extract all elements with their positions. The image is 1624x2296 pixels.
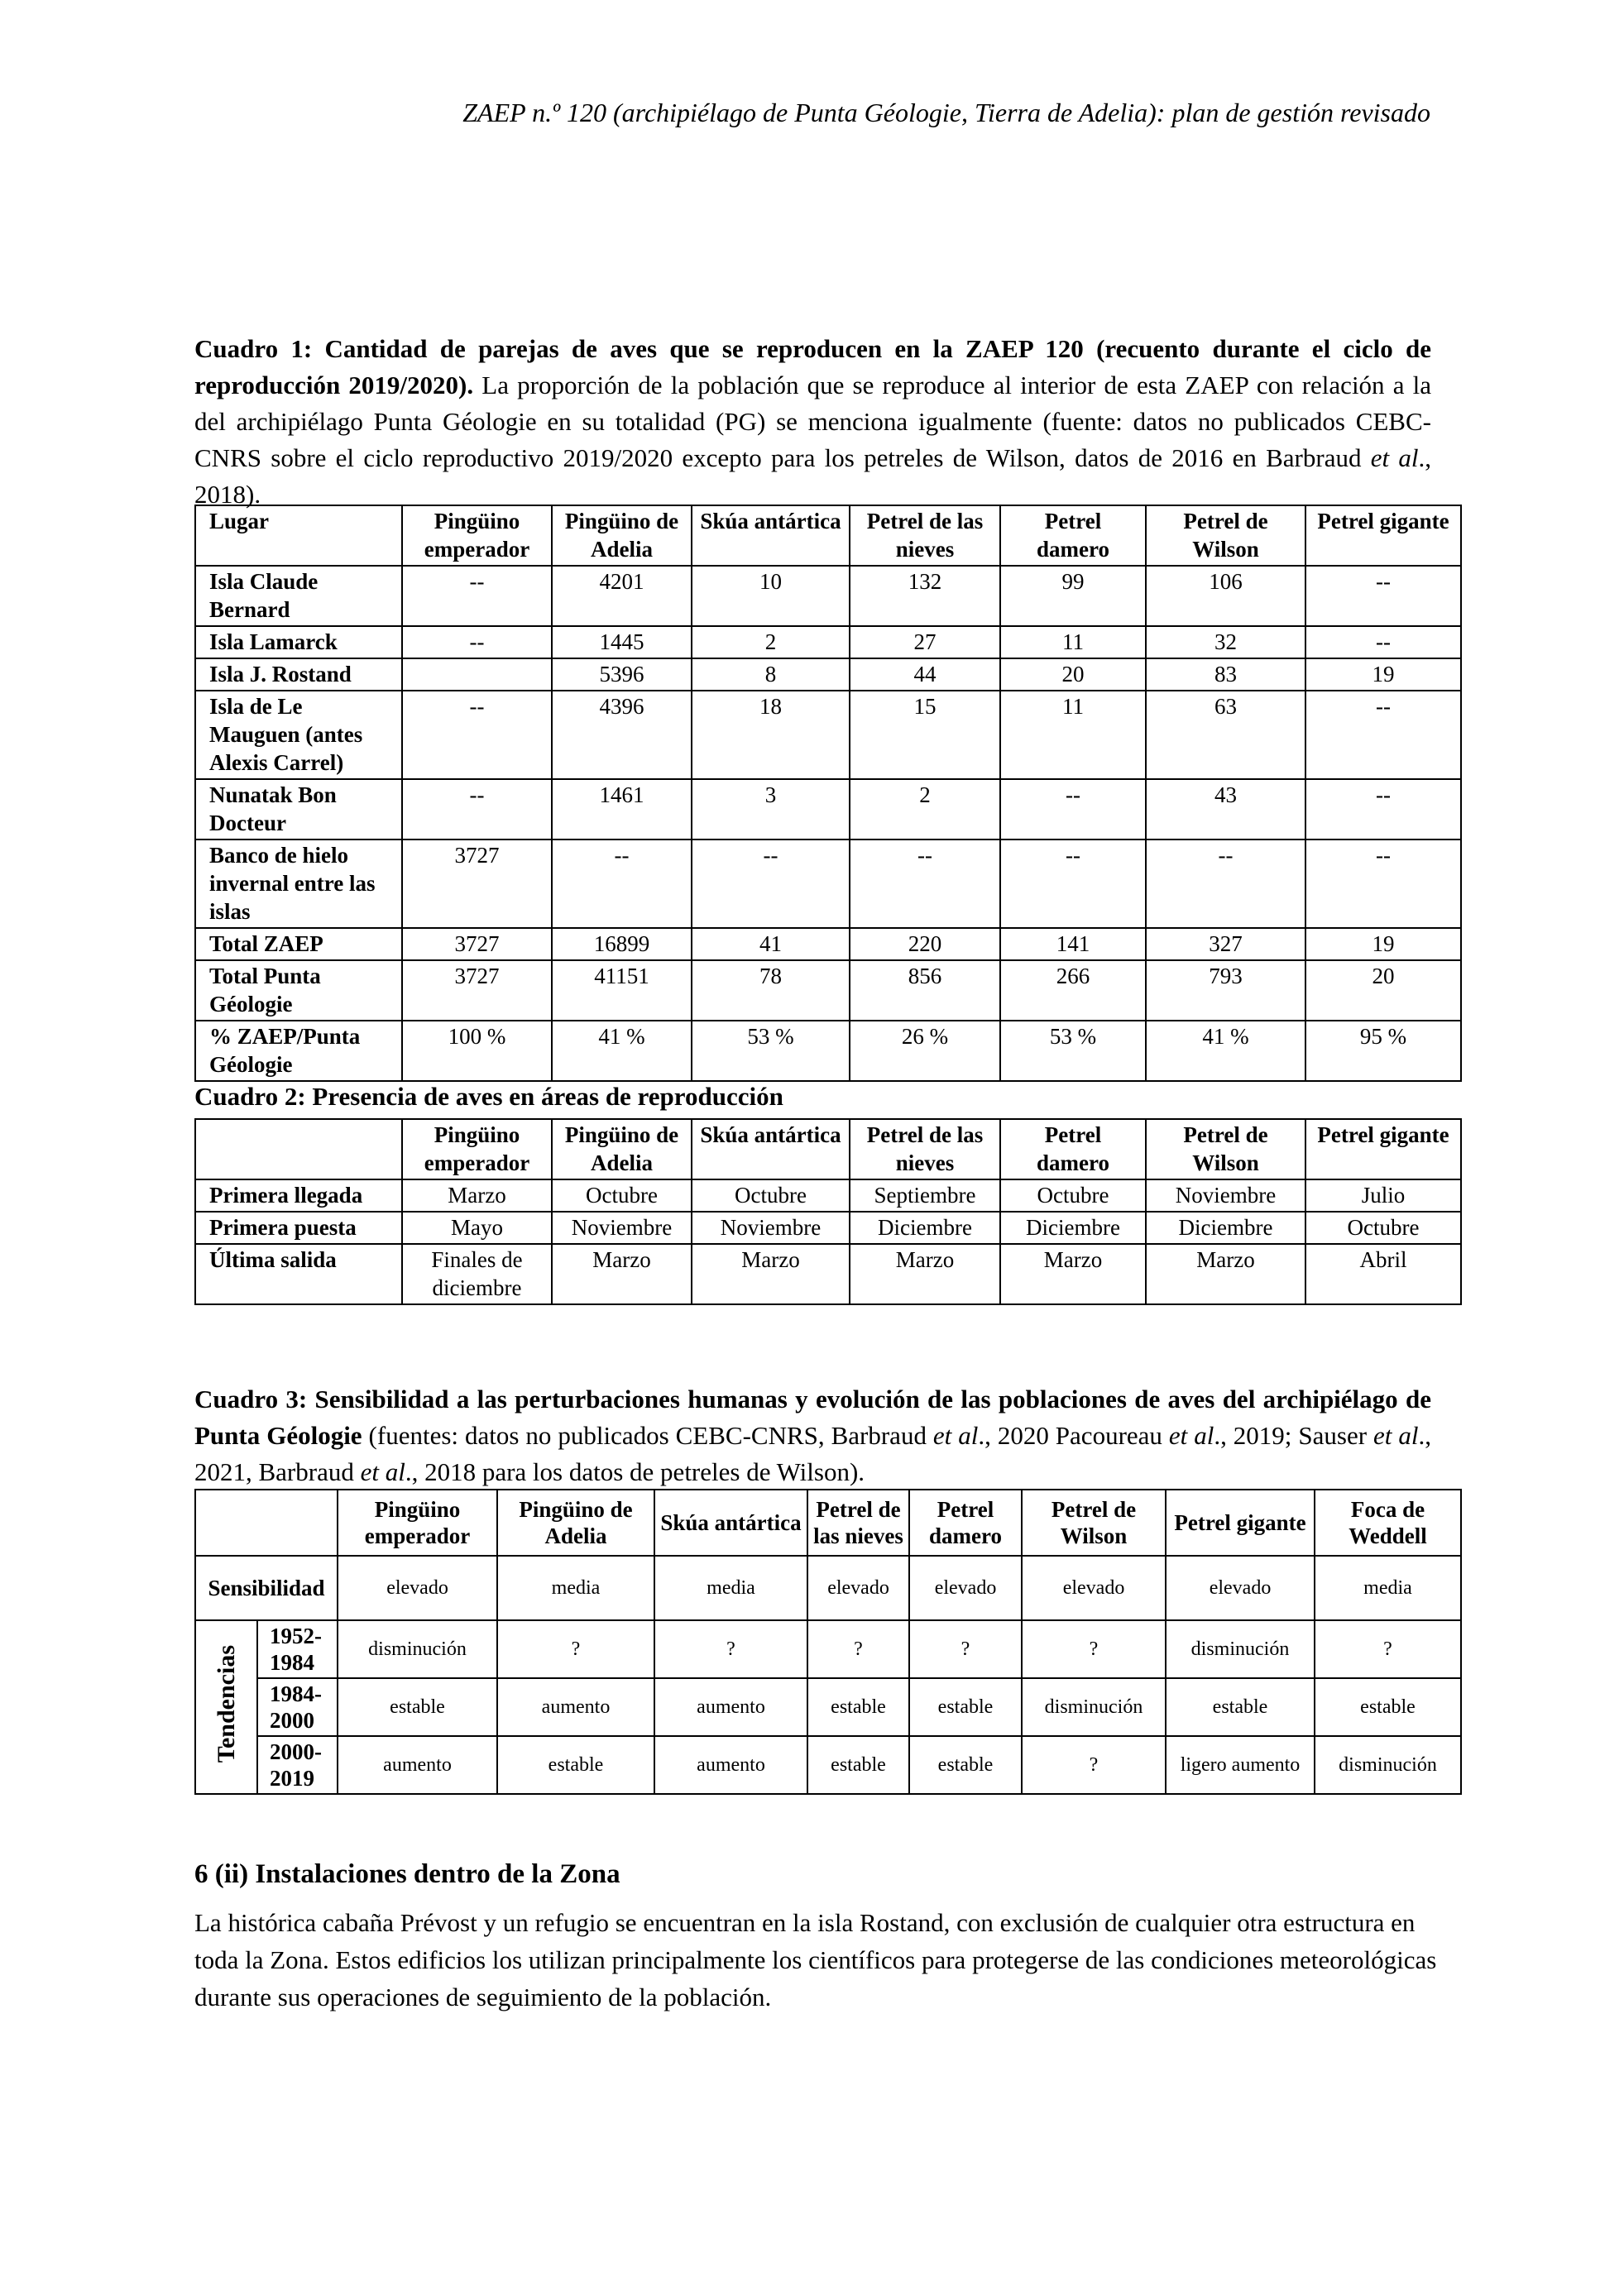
table3-head bbox=[195, 1490, 1461, 1556]
table-cell: 4201 bbox=[552, 566, 692, 626]
table-cell: elevado bbox=[1022, 1556, 1166, 1620]
table-bird-presence bbox=[194, 1118, 1462, 1305]
table-cell: -- bbox=[552, 839, 692, 928]
table-cell: aumento bbox=[497, 1678, 654, 1736]
row-label: Total ZAEP bbox=[195, 928, 402, 960]
table-cell: 856 bbox=[850, 960, 1000, 1021]
table-cell: 18 bbox=[692, 691, 850, 779]
table-cell: Diciembre bbox=[850, 1212, 1000, 1244]
table-row bbox=[195, 1021, 1461, 1081]
table-cell: Marzo bbox=[1146, 1244, 1305, 1304]
table-cell: Marzo bbox=[1000, 1244, 1146, 1304]
header-cell-species: Petrel damero bbox=[909, 1490, 1022, 1556]
sensitivity-row bbox=[195, 1556, 1461, 1620]
table-cell: disminución bbox=[338, 1620, 497, 1678]
table1-header-row bbox=[195, 505, 1461, 566]
header-corner bbox=[195, 1490, 338, 1556]
table-cell: elevado bbox=[338, 1556, 497, 1620]
row-label: Isla Claude Bernard bbox=[195, 566, 402, 626]
table-cell: 266 bbox=[1000, 960, 1146, 1021]
header-cell-species: Petrel gigante bbox=[1166, 1490, 1315, 1556]
header-cell-species: Skúa antártica bbox=[692, 1119, 850, 1179]
table-cell: ? bbox=[1022, 1620, 1166, 1678]
table-cell: Diciembre bbox=[1146, 1212, 1305, 1244]
header-cell-species: Pingüino de Adelia bbox=[497, 1490, 654, 1556]
table-cell: Octubre bbox=[1000, 1179, 1146, 1212]
table-cell: estable bbox=[1315, 1678, 1461, 1736]
header-cell-species: Pingüino emperador bbox=[402, 1119, 552, 1179]
table-cell: disminución bbox=[1022, 1678, 1166, 1736]
table1-head bbox=[195, 505, 1461, 566]
row-label: Total Punta Géologie bbox=[195, 960, 402, 1021]
table-cell: 132 bbox=[850, 566, 1000, 626]
table-cell: elevado bbox=[1166, 1556, 1315, 1620]
table-row bbox=[195, 1244, 1461, 1304]
trend-label-cell bbox=[195, 1620, 257, 1794]
table-cell: media bbox=[654, 1556, 807, 1620]
table-cell: -- bbox=[850, 839, 1000, 928]
table-cell: ? bbox=[1022, 1736, 1166, 1794]
table-cell: elevado bbox=[909, 1556, 1022, 1620]
table-cell: -- bbox=[1305, 566, 1461, 626]
caption-text: (fuentes: datos no publicados CEBC-CNRS, Barbraud bbox=[362, 1421, 933, 1450]
header-cell-species bbox=[195, 1119, 402, 1179]
table-row bbox=[195, 839, 1461, 928]
table-cell: 78 bbox=[692, 960, 850, 1021]
header-cell-lugar: Lugar bbox=[195, 505, 402, 566]
table-cell: estable bbox=[909, 1678, 1022, 1736]
table-cell: -- bbox=[402, 626, 552, 658]
row-label: Banco de hielo invernal entre las islas bbox=[195, 839, 402, 928]
table-row bbox=[195, 928, 1461, 960]
table-cell: 1461 bbox=[552, 779, 692, 839]
table1-caption-etal: et al bbox=[1370, 443, 1419, 472]
table-cell: -- bbox=[1305, 626, 1461, 658]
section-heading: 6 (ii) Instalaciones dentro de la Zona bbox=[194, 1859, 620, 1889]
header-cell-species: Pingüino emperador bbox=[338, 1490, 497, 1556]
table-cell: 41 % bbox=[1146, 1021, 1305, 1081]
table2-caption: Cuadro 2: Presencia de aves en áreas de reproducción bbox=[194, 1082, 783, 1111]
table-cell: 99 bbox=[1000, 566, 1146, 626]
table-cell: 27 bbox=[850, 626, 1000, 658]
row-label: Isla J. Rostand bbox=[195, 658, 402, 691]
trend-period: 1984-2000 bbox=[257, 1678, 338, 1736]
header-cell-species: Pingüino de Adelia bbox=[552, 1119, 692, 1179]
table-cell: 327 bbox=[1146, 928, 1305, 960]
table-cell: Julio bbox=[1305, 1179, 1461, 1212]
table-row bbox=[195, 691, 1461, 779]
table-row bbox=[195, 1212, 1461, 1244]
header-cell-species: Petrel de las nieves bbox=[850, 1119, 1000, 1179]
table-cell: media bbox=[497, 1556, 654, 1620]
table2-head bbox=[195, 1119, 1461, 1179]
table-cell: 8 bbox=[692, 658, 850, 691]
table-cell: Finales de diciembre bbox=[402, 1244, 552, 1304]
table-cell: 220 bbox=[850, 928, 1000, 960]
table-cell: -- bbox=[1146, 839, 1305, 928]
header-cell-species: Petrel gigante bbox=[1305, 1119, 1461, 1179]
table-cell: 32 bbox=[1146, 626, 1305, 658]
trend-row bbox=[195, 1620, 1461, 1678]
caption-italic: et al bbox=[1373, 1421, 1419, 1450]
header-cell-species: Pingüino emperador bbox=[402, 505, 552, 566]
table-cell: 43 bbox=[1146, 779, 1305, 839]
caption-text: ., 2019; Sauser bbox=[1214, 1421, 1374, 1450]
caption-text: ., 2020 Pacoureau bbox=[978, 1421, 1169, 1450]
table-row bbox=[195, 626, 1461, 658]
header-cell-species: Petrel de las nieves bbox=[850, 505, 1000, 566]
header-cell-species: Petrel de Wilson bbox=[1146, 1119, 1305, 1179]
row-label: Isla Lamarck bbox=[195, 626, 402, 658]
table-cell: 106 bbox=[1146, 566, 1305, 626]
table-cell: Diciembre bbox=[1000, 1212, 1146, 1244]
trend-period: 1952-1984 bbox=[257, 1620, 338, 1678]
table-cell: Octubre bbox=[552, 1179, 692, 1212]
header-cell-species: Pingüino de Adelia bbox=[552, 505, 692, 566]
caption-italic: et al bbox=[1168, 1421, 1214, 1450]
caption-italic: et al bbox=[932, 1421, 979, 1450]
table-cell bbox=[402, 658, 552, 691]
table-cell: 2 bbox=[850, 779, 1000, 839]
table-cell: Marzo bbox=[692, 1244, 850, 1304]
table-cell: 11 bbox=[1000, 691, 1146, 779]
header-cell-species: Petrel de Wilson bbox=[1022, 1490, 1166, 1556]
header-cell-species: Petrel damero bbox=[1000, 1119, 1146, 1179]
table-cell: aumento bbox=[654, 1736, 807, 1794]
table-cell: ? bbox=[654, 1620, 807, 1678]
trend-row bbox=[195, 1736, 1461, 1794]
table-cell: Noviembre bbox=[692, 1212, 850, 1244]
table-cell: -- bbox=[1000, 779, 1146, 839]
table1-caption-end: ., 2018). bbox=[194, 443, 1431, 509]
table-cell: 53 % bbox=[1000, 1021, 1146, 1081]
table-cell: ? bbox=[909, 1620, 1022, 1678]
table-cell: Abril bbox=[1305, 1244, 1461, 1304]
table-cell: 26 % bbox=[850, 1021, 1000, 1081]
table3-body bbox=[195, 1556, 1461, 1794]
table-cell: estable bbox=[807, 1678, 909, 1736]
trend-row bbox=[195, 1678, 1461, 1736]
table-cell: -- bbox=[1000, 839, 1146, 928]
table-cell: aumento bbox=[338, 1736, 497, 1794]
table-cell: Noviembre bbox=[552, 1212, 692, 1244]
table-sensitivity-trends bbox=[194, 1489, 1462, 1795]
header-cell-species: Petrel damero bbox=[1000, 505, 1146, 566]
table-cell: 15 bbox=[850, 691, 1000, 779]
table-cell: 83 bbox=[1146, 658, 1305, 691]
table-cell: 1445 bbox=[552, 626, 692, 658]
table-cell: -- bbox=[402, 691, 552, 779]
caption-text: ., 2021, Barbraud bbox=[194, 1421, 1431, 1486]
table-cell: 63 bbox=[1146, 691, 1305, 779]
table2-header-row bbox=[195, 1119, 1461, 1179]
header-cell-species: Foca de Weddell bbox=[1315, 1490, 1461, 1556]
caption-italic: et al bbox=[360, 1457, 405, 1486]
header-cell-species: Petrel de Wilson bbox=[1146, 505, 1305, 566]
table-cell: 3727 bbox=[402, 839, 552, 928]
table-cell: -- bbox=[1305, 839, 1461, 928]
table-row bbox=[195, 960, 1461, 1021]
table-cell: Noviembre bbox=[1146, 1179, 1305, 1212]
table-cell: Marzo bbox=[850, 1244, 1000, 1304]
table-cell: 2 bbox=[692, 626, 850, 658]
table-row bbox=[195, 658, 1461, 691]
table-cell: -- bbox=[1305, 691, 1461, 779]
table-cell: ? bbox=[807, 1620, 909, 1678]
table-cell: 44 bbox=[850, 658, 1000, 691]
table-breeding-pairs bbox=[194, 505, 1462, 1082]
table-cell: media bbox=[1315, 1556, 1461, 1620]
table1-caption-title: Cuadro 1: Cantidad de parejas de aves que se reproducen en la ZAEP 120 (recuento durante el ciclo de reproducción 2019/2020). bbox=[194, 334, 1431, 399]
table-cell: 53 % bbox=[692, 1021, 850, 1081]
row-label: Isla de Le Mauguen (antes Alexis Carrel) bbox=[195, 691, 402, 779]
table-cell: 19 bbox=[1305, 658, 1461, 691]
table-cell: 793 bbox=[1146, 960, 1305, 1021]
table-cell: Septiembre bbox=[850, 1179, 1000, 1212]
table-cell: 3727 bbox=[402, 928, 552, 960]
table-cell: 16899 bbox=[552, 928, 692, 960]
section-body: La histórica cabaña Prévost y un refugio se encuentran en la isla Rostand, con exclusión de cualquier otra estructura en toda la Zona. Estos edificios los utilizan principalmente los científicos para protegerse de las condiciones meteorológicas durante sus operaciones de seguimiento de la población. bbox=[194, 1908, 1437, 2011]
table-cell: aumento bbox=[654, 1678, 807, 1736]
table-cell: estable bbox=[497, 1736, 654, 1794]
table-cell: 95 % bbox=[1305, 1021, 1461, 1081]
table3-header-row bbox=[195, 1490, 1461, 1556]
sensitivity-label: Sensibilidad bbox=[195, 1556, 338, 1620]
table-cell: Mayo bbox=[402, 1212, 552, 1244]
table-cell: Octubre bbox=[692, 1179, 850, 1212]
header-cell-species: Petrel gigante bbox=[1305, 505, 1461, 566]
caption-bold: Cuadro 3: Sensibilidad a las perturbaciones humanas y evolución de las poblaciones de aves del archipiélago de Punta Géologie bbox=[194, 1385, 1431, 1450]
table-cell: -- bbox=[692, 839, 850, 928]
trend-label: Tendencias bbox=[212, 1644, 240, 1763]
table-cell: 41151 bbox=[552, 960, 692, 1021]
table-cell: 3727 bbox=[402, 960, 552, 1021]
table2-body bbox=[195, 1179, 1461, 1304]
table-cell: disminución bbox=[1166, 1620, 1315, 1678]
table-cell: 11 bbox=[1000, 626, 1146, 658]
table-cell: Octubre bbox=[1305, 1212, 1461, 1244]
table1-caption-text: La proporción de la población que se reproduce al interior de esta ZAEP con relación a la del archipiélago Punta Géologie en su totalidad (PG) se menciona igualmente (fuente: datos no publicados CEBC-CNRS sobre el ciclo reproductivo 2019/2020 excepto para los petreles de Wilson, datos de 2016 en Barbraud bbox=[194, 371, 1431, 472]
table-cell: -- bbox=[1305, 779, 1461, 839]
table-cell: 20 bbox=[1000, 658, 1146, 691]
caption-text: ., 2018 para los datos de petreles de Wilson). bbox=[405, 1457, 865, 1486]
table-cell: estable bbox=[338, 1678, 497, 1736]
table-cell: ? bbox=[1315, 1620, 1461, 1678]
table-cell: 20 bbox=[1305, 960, 1461, 1021]
table-cell: estable bbox=[1166, 1678, 1315, 1736]
row-label: Primera llegada bbox=[195, 1179, 402, 1212]
row-label: Nunatak Bon Docteur bbox=[195, 779, 402, 839]
table-cell: estable bbox=[909, 1736, 1022, 1794]
table1-body bbox=[195, 566, 1461, 1081]
table-row bbox=[195, 1179, 1461, 1212]
header-cell-species: Petrel de las nieves bbox=[807, 1490, 909, 1556]
table-cell: Marzo bbox=[552, 1244, 692, 1304]
table-cell: 5396 bbox=[552, 658, 692, 691]
trend-period: 2000-2019 bbox=[257, 1736, 338, 1794]
table-cell: disminución bbox=[1315, 1736, 1461, 1794]
table1-caption bbox=[194, 331, 1431, 513]
row-label: Última salida bbox=[195, 1244, 402, 1304]
table-cell: 41 % bbox=[552, 1021, 692, 1081]
table-row bbox=[195, 566, 1461, 626]
table-cell: 4396 bbox=[552, 691, 692, 779]
table-cell: 3 bbox=[692, 779, 850, 839]
header-cell-species: Skúa antártica bbox=[654, 1490, 807, 1556]
header-cell-species: Skúa antártica bbox=[692, 505, 850, 566]
table-cell: Marzo bbox=[402, 1179, 552, 1212]
table-cell: -- bbox=[402, 779, 552, 839]
table-cell: 41 bbox=[692, 928, 850, 960]
table-cell: 10 bbox=[692, 566, 850, 626]
row-label: % ZAEP/Punta Géologie bbox=[195, 1021, 402, 1081]
table-cell: 141 bbox=[1000, 928, 1146, 960]
table-cell: estable bbox=[807, 1736, 909, 1794]
table-cell: elevado bbox=[807, 1556, 909, 1620]
table-cell: ligero aumento bbox=[1166, 1736, 1315, 1794]
table-cell: 100 % bbox=[402, 1021, 552, 1081]
table3-caption bbox=[194, 1381, 1431, 1490]
table-cell: 19 bbox=[1305, 928, 1461, 960]
table-cell: ? bbox=[497, 1620, 654, 1678]
table-row bbox=[195, 779, 1461, 839]
table-cell: -- bbox=[402, 566, 552, 626]
row-label: Primera puesta bbox=[195, 1212, 402, 1244]
running-header: ZAEP n.º 120 (archipiélago de Punta Géologie, Tierra de Adelia): plan de gestión revisado bbox=[462, 98, 1430, 127]
